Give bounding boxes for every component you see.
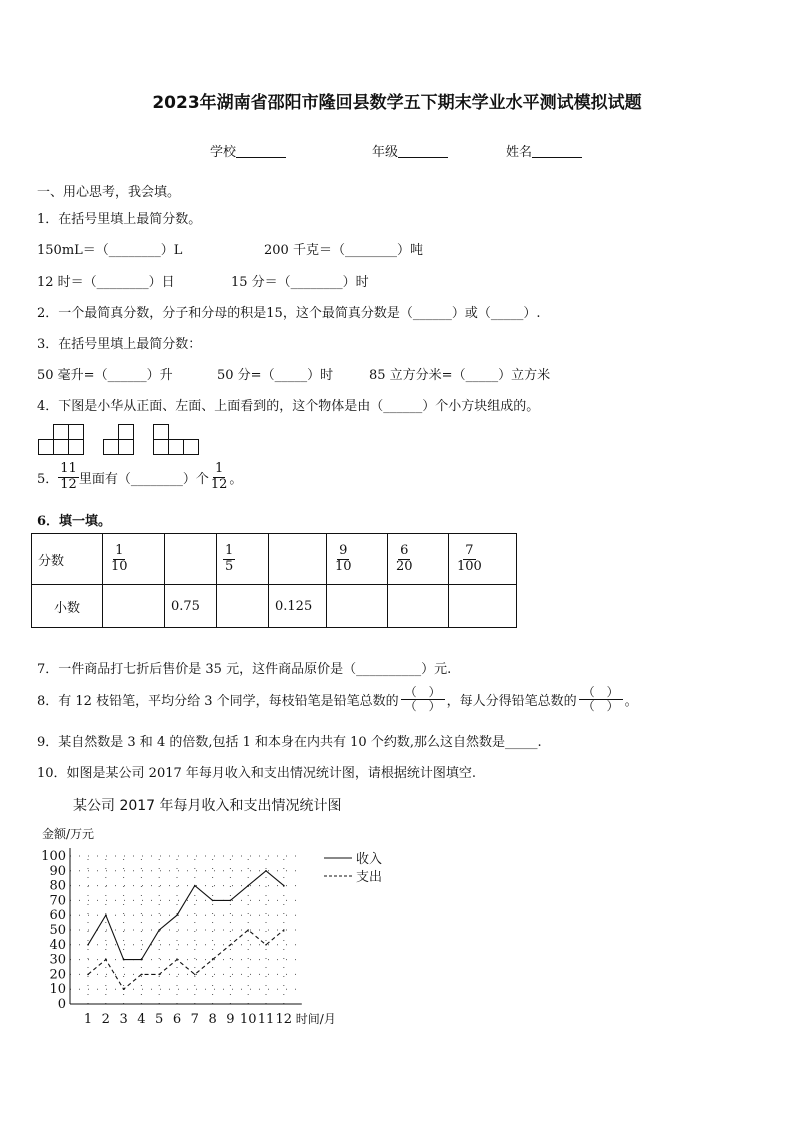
frac-den: 10: [335, 558, 352, 574]
school-field[interactable]: [210, 141, 286, 160]
q8-text: [37, 686, 638, 713]
x-tick-label: 11: [257, 1012, 275, 1027]
y-tick-label: 30: [49, 952, 66, 968]
q6-table: [31, 533, 517, 628]
y-tick-label: 70: [49, 893, 66, 909]
q3-item-1: 50 毫升=（______）升: [37, 368, 173, 383]
data-point-expense: [194, 974, 196, 976]
fraction-1-5: [223, 544, 235, 575]
q3-title: 3．在括号里填上最简分数：: [37, 337, 202, 352]
q5-fraction-2-den: 12: [210, 476, 228, 492]
q8-part-3: 。: [624, 694, 638, 710]
school-label: 学校: [210, 145, 237, 160]
data-point-income: [176, 914, 178, 916]
y-tick-label: 20: [49, 967, 66, 983]
page-title: 2023年湖南省邵阳市隆回县数学五下期末学业水平测试模拟试题: [152, 93, 642, 113]
x-tick-label: 5: [155, 1012, 164, 1027]
frac-num: 9: [339, 542, 348, 558]
q8-blank-1-num[interactable]: （ ）: [401, 686, 445, 700]
table-cell-dec-2: 0.75: [165, 585, 217, 628]
q1-item-4: 15 分＝（________）时: [231, 275, 369, 290]
q1-item-2: 200 千克＝（________）吨: [264, 243, 423, 258]
q2-text: 2．一个最简真分数，分子和分母的积是15，这个最简真分数是（______）或（_____）.: [37, 306, 541, 321]
y-tick-label: 100: [41, 849, 66, 864]
q9-text: 9．某自然数是 3 和 4 的倍数,包括 1 和本身在内共有 10 个约数,那么这自然数是_____.: [37, 735, 542, 750]
q8-blank-2-den[interactable]: （ ）: [582, 699, 619, 714]
frac-den: 10: [111, 558, 128, 574]
y-tick-label: 0: [57, 997, 66, 1012]
x-tick-label: 8: [208, 1012, 217, 1027]
table-cell-frac-1: [103, 534, 165, 585]
frac-num: 6: [400, 542, 409, 558]
table-cell-dec-7[interactable]: [449, 585, 517, 628]
table-row-decimal: [32, 585, 517, 628]
q5-fraction-2-num: 1: [214, 461, 224, 476]
q8-blank-1-den[interactable]: （ ）: [404, 699, 441, 714]
data-point-expense: [105, 959, 107, 961]
series-line-expense: [88, 930, 284, 989]
q7-text: 7．一件商品打七折后售价是 35 元，这件商品原价是（__________）元.: [37, 662, 452, 677]
q1-item-1: 150mL＝（________）L: [37, 243, 183, 258]
row-label-decimal: 小数: [32, 585, 103, 628]
fraction-7-100: [455, 544, 484, 575]
x-tick-label: 12: [275, 1012, 293, 1027]
name-label: 姓名: [506, 145, 533, 160]
table-cell-frac-3: [217, 534, 269, 585]
table-cell-frac-2[interactable]: [165, 534, 217, 585]
table-row-fraction: [32, 534, 517, 585]
y-tick-label: 40: [49, 937, 66, 953]
table-cell-dec-5[interactable]: [327, 585, 388, 628]
q5-mid: 里面有（________）个: [78, 471, 209, 487]
side-view: [104, 425, 134, 455]
data-point-expense: [230, 944, 232, 946]
data-point-income: [247, 885, 249, 887]
q5-prefix: 5．: [37, 471, 59, 487]
x-tick-label: 2: [101, 1012, 110, 1027]
legend-label-income: 收入: [356, 852, 383, 867]
x-tick-label: 1: [83, 1012, 93, 1027]
frac-den: 100: [457, 558, 482, 574]
table-cell-dec-6[interactable]: [388, 585, 449, 628]
data-point-income: [141, 959, 143, 961]
q10-text: 10．如图是某公司 2017 年每月收入和支出情况统计图，请根据统计图填空.: [37, 766, 477, 781]
series-line-income: [88, 871, 284, 960]
grade-label: 年级: [372, 145, 399, 160]
data-point-income: [158, 929, 160, 931]
table-cell-dec-4: 0.125: [269, 585, 327, 628]
q4-text: 4．下图是小华从正面、左面、上面看到的，这个物体是由（______）个小方块组成的。: [37, 399, 540, 414]
data-point-expense: [141, 974, 143, 976]
y-tick-label: 90: [49, 863, 66, 879]
data-point-expense: [176, 959, 178, 961]
frac-num: 1: [115, 542, 124, 558]
frac-den: 5: [225, 558, 234, 574]
frac-num: 7: [465, 542, 474, 558]
q8-blank-2-num[interactable]: （ ）: [579, 686, 623, 700]
data-point-income: [87, 944, 89, 946]
data-point-expense: [158, 974, 160, 976]
frac-num: 1: [225, 542, 234, 558]
q4-views-figure: [38, 422, 203, 456]
q8-part-1: 8．有 12 枝铅笔，平均分给 3 个同学，每枝铅笔是铅笔总数的: [37, 694, 399, 710]
x-tick-label: 6: [172, 1012, 182, 1027]
q1-title: 1．在括号里填上最简分数。: [37, 212, 202, 227]
data-point-income: [212, 900, 214, 902]
school-blank[interactable]: [236, 145, 286, 158]
x-tick-label: 3: [119, 1012, 128, 1027]
y-tick-label: 80: [49, 878, 66, 894]
section-1-heading: 一、用心思考，我会填。: [37, 185, 181, 200]
q5-fraction-2: [209, 462, 230, 493]
q3-item-2: 50 分=（_____）时: [217, 368, 334, 383]
y-tick-label: 60: [49, 908, 66, 924]
data-point-expense: [265, 944, 267, 946]
q5-fraction-1-num: 11: [60, 461, 77, 476]
data-point-income: [265, 870, 267, 872]
fraction-9-10: [333, 544, 354, 575]
q8-part-2: ，每人分得铅笔总数的: [446, 694, 577, 710]
table-cell-frac-7: [449, 534, 517, 585]
frac-den: 20: [396, 558, 413, 574]
x-tick-label: 10: [239, 1012, 257, 1027]
data-point-expense: [87, 974, 89, 976]
x-tick-label: 7: [190, 1012, 199, 1027]
table-cell-frac-4[interactable]: [269, 534, 327, 585]
top-view: [154, 425, 199, 455]
data-point-income: [283, 885, 285, 887]
q1-item-3: 12 时＝（________）日: [37, 275, 175, 290]
q6-title: 6．填一填。: [37, 514, 112, 529]
grade-field[interactable]: [372, 141, 448, 160]
q3-item-3: 85 立方分米=（_____）立方米: [369, 368, 551, 383]
front-view: [39, 425, 84, 455]
table-cell-dec-1[interactable]: [103, 585, 165, 628]
grade-blank[interactable]: [398, 145, 448, 158]
y-tick-label: 10: [49, 982, 66, 998]
q8-fraction-blank-2[interactable]: [579, 686, 623, 713]
data-point-income: [194, 885, 196, 887]
data-point-expense: [212, 959, 214, 961]
fraction-1-10: [109, 544, 130, 575]
data-point-expense: [283, 929, 285, 931]
y-axis-label: 金额/万元: [42, 827, 95, 841]
name-field[interactable]: [506, 141, 582, 160]
table-cell-frac-5: [327, 534, 388, 585]
q5-fraction-1-den: 12: [60, 476, 77, 492]
y-tick-label: 50: [49, 923, 66, 938]
data-point-income: [105, 914, 107, 916]
data-point-expense: [247, 929, 249, 931]
x-tick-label: 4: [137, 1012, 146, 1027]
table-cell-dec-3[interactable]: [217, 585, 269, 628]
row-label-fraction: 分数: [32, 534, 103, 585]
x-tick-label: 9: [226, 1012, 235, 1027]
q8-fraction-blank-1[interactable]: [401, 686, 445, 713]
data-point-income: [123, 959, 125, 961]
q5-text: [37, 462, 242, 493]
data-point-income: [230, 900, 232, 902]
data-point-expense: [123, 988, 125, 990]
q5-suffix: 。: [229, 471, 243, 487]
table-cell-frac-6: [388, 534, 449, 585]
name-blank[interactable]: [532, 145, 582, 158]
income-expense-line-chart: [30, 822, 400, 1032]
chart-title: 某公司 2017 年每月收入和支出情况统计图: [73, 798, 342, 814]
fraction-6-20: [394, 544, 415, 575]
x-axis-label: 时间/月: [295, 1012, 336, 1026]
q5-fraction-1: [58, 462, 79, 493]
legend-label-expense: 支出: [356, 870, 383, 885]
